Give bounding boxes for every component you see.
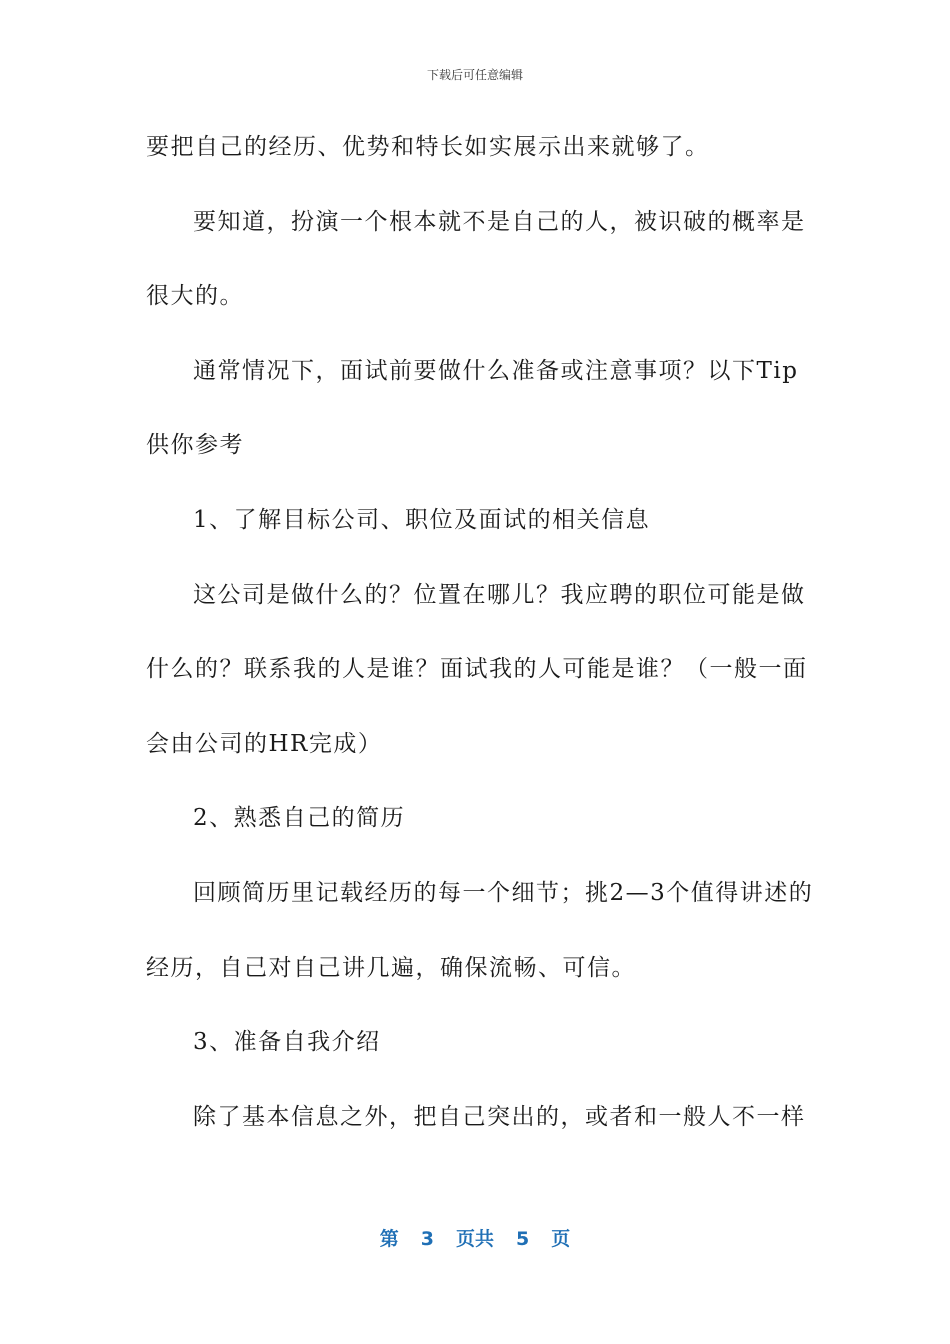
section-heading-3: 3、准备自我介绍 [193,1029,381,1056]
text-line: 很大的。 [146,283,244,310]
document-body [146,110,814,1154]
page-footer [0,1224,950,1251]
text-line: 回顾简历里记载经历的每一个细节；挑2—3个值得讲述的 [193,879,814,906]
total-pages-number: 5 [516,1228,530,1250]
text-line: 什么的？联系我的人是谁？面试我的人可能是谁？（一般一面 [146,656,808,683]
text-line: 通常情况下，面试前要做什么准备或注意事项？以下Tip [193,357,799,384]
current-page-number: 3 [420,1228,434,1250]
text-line: 经历，自己对自己讲几遍，确保流畅、可信。 [146,954,636,981]
page-header: 下载后可任意编辑 [426,68,523,82]
footer-suffix: 页 [551,1228,571,1250]
text-line: 要把自己的经历、优势和特长如实展示出来就够了。 [146,134,710,160]
section-heading-2: 2、熟悉自己的简历 [193,805,406,832]
footer-prefix: 第 [379,1228,399,1250]
text-line: 要知道，扮演一个根本就不是自己的人，被识破的概率是 [193,208,806,235]
text-line: 会由公司的HR完成） [146,730,383,757]
section-heading-1: 1、了解目标公司、职位及面试的相关信息 [193,506,651,533]
footer-middle: 页共 [455,1228,494,1250]
text-line: 这公司是做什么的？位置在哪儿？我应聘的职位可能是做 [193,581,806,608]
text-line: 除了基本信息之外，把自己突出的，或者和一般人不一样 [193,1103,806,1130]
text-line: 供你参考 [146,432,244,459]
